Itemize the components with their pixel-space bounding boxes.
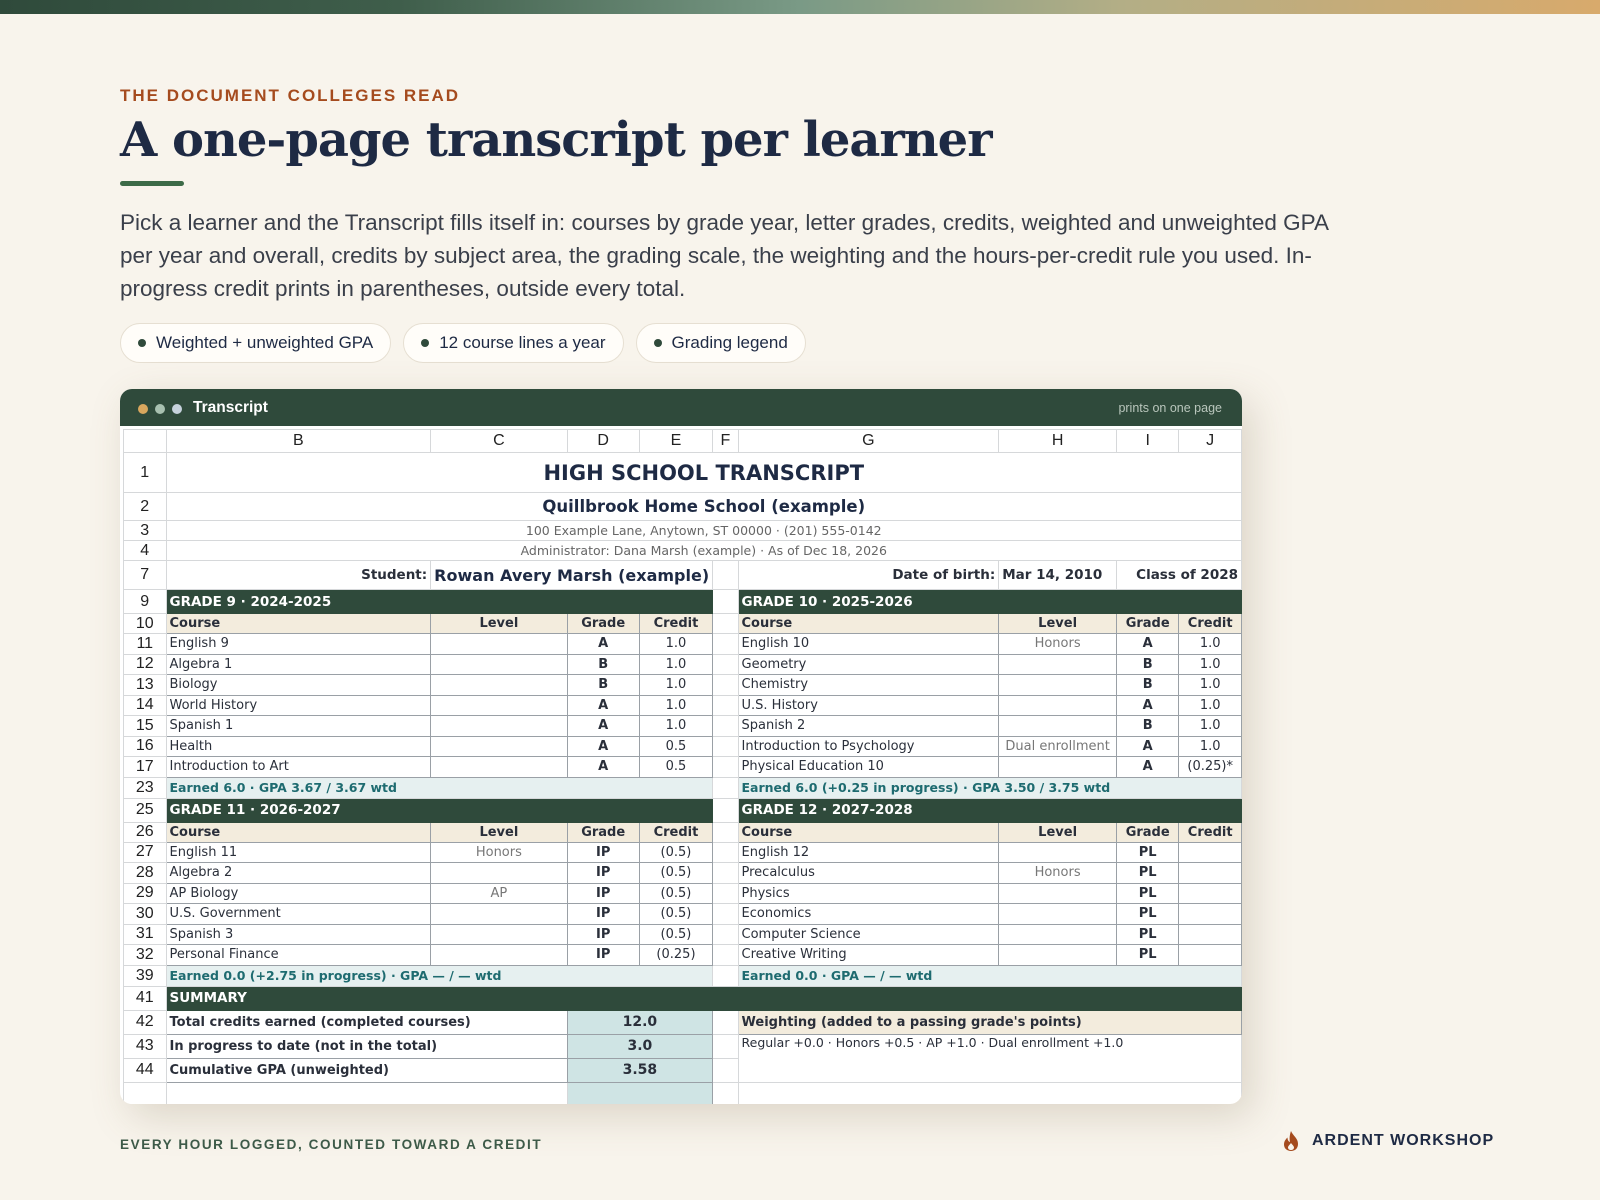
course-name[interactable]: Personal Finance	[166, 945, 431, 966]
empty-cell[interactable]	[738, 1082, 1241, 1104]
empty-cell[interactable]	[713, 945, 738, 966]
course-credit[interactable]	[1179, 904, 1242, 925]
course-credit[interactable]: 1.0	[639, 654, 712, 675]
course-header[interactable]: Course	[738, 822, 999, 842]
course-grade[interactable]: A	[567, 757, 639, 778]
summary-label[interactable]: Cumulative GPA (unweighted)	[166, 1058, 567, 1082]
column-header[interactable]: E	[639, 430, 712, 453]
window-dot-icon[interactable]	[172, 404, 182, 414]
column-header[interactable]: J	[1179, 430, 1242, 453]
course-credit[interactable]: (0.5)	[639, 904, 712, 925]
row-number[interactable]: 7	[124, 561, 167, 590]
course-row	[124, 716, 1242, 737]
course-grade[interactable]: IP	[567, 842, 639, 863]
credit-header[interactable]: Credit	[639, 822, 712, 842]
course-name[interactable]: English 10	[738, 634, 999, 655]
course-grade[interactable]: B	[1117, 654, 1179, 675]
course-grade[interactable]: IP	[567, 924, 639, 945]
title-underline	[120, 181, 184, 186]
row-number[interactable]: 43	[124, 1034, 167, 1058]
course-credit[interactable]: 0.5	[639, 736, 712, 757]
row-number[interactable]: 30	[124, 904, 167, 925]
course-name[interactable]: Spanish 3	[166, 924, 431, 945]
course-name[interactable]: Physical Education 10	[738, 757, 999, 778]
course-credit[interactable]: (0.5)	[639, 924, 712, 945]
transcript-window	[120, 389, 1242, 1104]
student-row	[124, 561, 1242, 590]
course-credit[interactable]: (0.5)	[639, 842, 712, 863]
bullet-dot-icon	[421, 339, 429, 347]
course-name[interactable]: Creative Writing	[738, 945, 999, 966]
empty-cell[interactable]	[713, 1058, 738, 1082]
feature-chip	[120, 323, 391, 363]
course-grade[interactable]: A	[567, 736, 639, 757]
row-number[interactable]: 32	[124, 945, 167, 966]
course-credit[interactable]: 1.0	[639, 675, 712, 696]
dob-label[interactable]: Date of birth:	[738, 561, 999, 590]
course-grade[interactable]: IP	[567, 883, 639, 904]
course-credit[interactable]: 1.0	[1179, 736, 1242, 757]
course-name[interactable]: Spanish 1	[166, 716, 431, 737]
column-header[interactable]: D	[567, 430, 639, 453]
course-credit[interactable]: (0.5)	[639, 883, 712, 904]
course-level[interactable]	[999, 904, 1117, 925]
course-row	[124, 654, 1242, 675]
course-level[interactable]	[431, 924, 567, 945]
level-header[interactable]: Level	[431, 614, 567, 634]
course-grade[interactable]: A	[1117, 736, 1179, 757]
course-level[interactable]	[431, 634, 567, 655]
row-number[interactable]: 10	[124, 614, 167, 634]
course-level[interactable]	[999, 757, 1117, 778]
year-total[interactable]: Earned 0.0 (+2.75 in progress) · GPA — / — wtd	[166, 965, 713, 986]
empty-cell[interactable]	[713, 822, 738, 842]
admin-row	[124, 541, 1242, 561]
course-level[interactable]	[999, 883, 1117, 904]
summary-value[interactable]: 3.58	[567, 1058, 713, 1082]
year-total-row	[124, 965, 1242, 986]
row-number[interactable]: 28	[124, 863, 167, 884]
course-credit[interactable]: 1.0	[1179, 654, 1242, 675]
course-header[interactable]: Course	[166, 822, 431, 842]
course-credit[interactable]: (0.25)*	[1179, 757, 1242, 778]
course-row	[124, 736, 1242, 757]
course-grade[interactable]: A	[567, 695, 639, 716]
course-credit[interactable]: 0.5	[639, 757, 712, 778]
chip-label: Grading legend	[671, 333, 788, 352]
footer-tagline: EVERY HOUR LOGGED, COUNTED TOWARD A CREDIT	[120, 1137, 543, 1152]
empty-cell[interactable]	[713, 904, 738, 925]
empty-cell[interactable]	[713, 736, 738, 757]
course-name[interactable]: Spanish 2	[738, 716, 999, 737]
column-header[interactable]: I	[1117, 430, 1179, 453]
grade-heading-row	[124, 590, 1242, 614]
course-header-row	[124, 822, 1242, 842]
school-name[interactable]: Quillbrook Home School (example)	[166, 493, 1242, 521]
window-title: Transcript	[193, 399, 268, 416]
page-description: Pick a learner and the Transcript fills itself in: courses by grade year, letter grades, credits, weighted and unweighted GPA per year and overall, credits by subject area, the grading scale, the weighting and the hours-per-credit rule you used. In-progress credit prints in parentheses, outside every total.	[120, 210, 1328, 301]
course-level[interactable]	[431, 695, 567, 716]
student-name[interactable]: Rowan Avery Marsh (example)	[431, 561, 713, 590]
summary-row	[124, 1034, 1242, 1058]
empty-cell[interactable]	[713, 757, 738, 778]
empty-cell[interactable]	[713, 1034, 738, 1058]
course-header[interactable]: Course	[166, 614, 431, 634]
course-credit[interactable]: 1.0	[639, 695, 712, 716]
course-row	[124, 924, 1242, 945]
course-row	[124, 945, 1242, 966]
course-credit[interactable]	[1179, 863, 1242, 884]
school-row	[124, 493, 1242, 521]
course-header-row	[124, 614, 1242, 634]
course-grade[interactable]: PL	[1117, 924, 1179, 945]
course-credit[interactable]	[1179, 883, 1242, 904]
empty-cell[interactable]	[166, 1082, 567, 1104]
column-header-row	[124, 430, 1242, 453]
feature-chip	[403, 323, 623, 363]
page-title: A one-page transcript per learner	[120, 112, 992, 168]
empty-cell[interactable]	[713, 654, 738, 675]
course-grade[interactable]: A	[567, 716, 639, 737]
date-of-birth[interactable]: Mar 14, 2010	[999, 561, 1117, 590]
course-grade[interactable]: B	[567, 675, 639, 696]
course-credit[interactable]	[1179, 842, 1242, 863]
window-dot-icon[interactable]	[138, 404, 148, 414]
course-level[interactable]	[431, 654, 567, 675]
summary-label[interactable]: Total credits earned (completed courses)	[166, 1010, 567, 1034]
column-header[interactable]: G	[738, 430, 999, 453]
grade-9-heading[interactable]: GRADE 9 · 2024-2025	[166, 590, 713, 614]
course-level[interactable]	[999, 695, 1117, 716]
spreadsheet-body	[124, 430, 1242, 1105]
credit-header[interactable]: Credit	[1179, 614, 1242, 634]
course-level[interactable]: Honors	[999, 634, 1117, 655]
row-number[interactable]: 15	[124, 716, 167, 737]
chip-label: 12 course lines a year	[439, 333, 606, 352]
course-level[interactable]: Honors	[431, 842, 567, 863]
empty-cell[interactable]	[713, 965, 738, 986]
course-row	[124, 757, 1242, 778]
course-credit[interactable]: 1.0	[1179, 634, 1242, 655]
course-credit[interactable]: 1.0	[1179, 695, 1242, 716]
empty-cell[interactable]	[713, 561, 738, 590]
course-row	[124, 634, 1242, 655]
row-number[interactable]: 42	[124, 1010, 167, 1034]
column-header[interactable]: C	[431, 430, 567, 453]
top-gradient-bar	[0, 0, 1600, 14]
level-header[interactable]: Level	[999, 614, 1117, 634]
course-level[interactable]	[999, 675, 1117, 696]
empty-cell[interactable]	[713, 634, 738, 655]
course-name[interactable]: Algebra 1	[166, 654, 431, 675]
empty-cell[interactable]	[713, 590, 738, 614]
empty-cell[interactable]	[713, 863, 738, 884]
course-grade[interactable]: B	[1117, 716, 1179, 737]
weighting-text[interactable]: Regular +0.0 · Honors +0.5 · AP +1.0 · Dual enrollment +1.0	[738, 1034, 1241, 1082]
title-row	[124, 453, 1242, 493]
course-header[interactable]: Course	[738, 614, 999, 634]
row-number[interactable]: 25	[124, 798, 167, 822]
row-number[interactable]	[124, 1082, 167, 1104]
row-number[interactable]: 4	[124, 541, 167, 561]
course-level[interactable]	[999, 945, 1117, 966]
row-number[interactable]: 2	[124, 493, 167, 521]
summary-heading-row	[124, 986, 1242, 1010]
course-name[interactable]: Physics	[738, 883, 999, 904]
row-number[interactable]: 12	[124, 654, 167, 675]
course-grade[interactable]: PL	[1117, 842, 1179, 863]
year-total[interactable]: Earned 0.0 · GPA — / — wtd	[738, 965, 1241, 986]
row-number[interactable]: 29	[124, 883, 167, 904]
grade-10-heading[interactable]: GRADE 10 · 2025-2026	[738, 590, 1241, 614]
row-number[interactable]: 1	[124, 453, 167, 493]
student-label[interactable]: Student:	[166, 561, 431, 590]
course-grade[interactable]: PL	[1117, 904, 1179, 925]
weighting-title[interactable]: Weighting (added to a passing grade's points)	[738, 1010, 1241, 1034]
course-level[interactable]: Dual enrollment	[999, 736, 1117, 757]
course-grade[interactable]: IP	[567, 904, 639, 925]
summary-heading[interactable]: SUMMARY	[166, 986, 1242, 1010]
course-grade[interactable]: PL	[1117, 945, 1179, 966]
course-grade[interactable]: A	[1117, 695, 1179, 716]
summary-value[interactable]: 12.0	[567, 1010, 713, 1034]
column-header[interactable]: H	[999, 430, 1117, 453]
course-row	[124, 883, 1242, 904]
course-name[interactable]: Chemistry	[738, 675, 999, 696]
course-grade[interactable]: A	[567, 634, 639, 655]
course-name[interactable]: English 9	[166, 634, 431, 655]
course-name[interactable]: Economics	[738, 904, 999, 925]
eyebrow-label: THE DOCUMENT COLLEGES READ	[120, 86, 461, 105]
empty-cell[interactable]	[713, 1082, 738, 1104]
course-name[interactable]: Computer Science	[738, 924, 999, 945]
credit-header[interactable]: Credit	[639, 614, 712, 634]
empty-cell[interactable]	[713, 695, 738, 716]
course-level[interactable]	[999, 924, 1117, 945]
course-level[interactable]	[431, 736, 567, 757]
empty-cell[interactable]	[713, 842, 738, 863]
empty-cell[interactable]	[713, 798, 738, 822]
course-name[interactable]: Biology	[166, 675, 431, 696]
row-number[interactable]: 27	[124, 842, 167, 863]
course-name[interactable]: U.S. History	[738, 695, 999, 716]
empty-cell[interactable]	[713, 614, 738, 634]
year-total[interactable]: Earned 6.0 · GPA 3.67 / 3.67 wtd	[166, 777, 713, 798]
course-level[interactable]	[431, 863, 567, 884]
course-credit[interactable]: 1.0	[639, 716, 712, 737]
empty-cell[interactable]	[713, 777, 738, 798]
level-header[interactable]: Level	[999, 822, 1117, 842]
course-grade[interactable]: IP	[567, 863, 639, 884]
row-number[interactable]: 44	[124, 1058, 167, 1082]
course-level[interactable]	[999, 716, 1117, 737]
row-number[interactable]: 3	[124, 521, 167, 541]
transcript-title[interactable]: HIGH SCHOOL TRANSCRIPT	[166, 453, 1242, 493]
course-row	[124, 904, 1242, 925]
empty-cell[interactable]	[713, 924, 738, 945]
grade-header[interactable]: Grade	[567, 822, 639, 842]
chip-label: Weighted + unweighted GPA	[156, 333, 374, 352]
row-number[interactable]: 41	[124, 986, 167, 1010]
row-number[interactable]: 23	[124, 777, 167, 798]
row-number[interactable]: 26	[124, 822, 167, 842]
row-number[interactable]: 39	[124, 965, 167, 986]
course-level[interactable]	[431, 675, 567, 696]
course-name[interactable]: English 11	[166, 842, 431, 863]
feature-chips	[120, 323, 806, 363]
year-total[interactable]: Earned 6.0 (+0.25 in progress) · GPA 3.50 / 3.75 wtd	[738, 777, 1241, 798]
course-grade[interactable]: A	[1117, 757, 1179, 778]
course-credit[interactable]: 1.0	[1179, 716, 1242, 737]
administrator-info[interactable]: Administrator: Dana Marsh (example) · As of Dec 18, 2026	[166, 541, 1242, 561]
course-row	[124, 675, 1242, 696]
class-of[interactable]: Class of 2028	[1117, 561, 1242, 590]
empty-cell[interactable]	[713, 883, 738, 904]
row-number[interactable]: 16	[124, 736, 167, 757]
course-name[interactable]: Geometry	[738, 654, 999, 675]
course-row	[124, 842, 1242, 863]
course-level[interactable]	[431, 945, 567, 966]
course-name[interactable]: World History	[166, 695, 431, 716]
row-number[interactable]: 31	[124, 924, 167, 945]
print-note: prints on one page	[1118, 401, 1222, 415]
summary-value[interactable]: 3.0	[567, 1034, 713, 1058]
course-row	[124, 695, 1242, 716]
grade-heading-row	[124, 798, 1242, 822]
course-level[interactable]	[431, 716, 567, 737]
corner-cell[interactable]	[124, 430, 167, 453]
summary-row	[124, 1010, 1242, 1034]
flame-icon	[1282, 1130, 1300, 1152]
course-grade[interactable]: PL	[1117, 863, 1179, 884]
grade-11-heading[interactable]: GRADE 11 · 2026-2027	[166, 798, 713, 822]
course-grade[interactable]: A	[1117, 634, 1179, 655]
course-level[interactable]: AP	[431, 883, 567, 904]
bullet-dot-icon	[654, 339, 662, 347]
course-grade[interactable]: B	[1117, 675, 1179, 696]
course-level[interactable]	[431, 757, 567, 778]
course-credit[interactable]: (0.5)	[639, 863, 712, 884]
row-number[interactable]: 9	[124, 590, 167, 614]
window-titlebar	[120, 389, 1242, 426]
course-credit[interactable]	[1179, 945, 1242, 966]
footer-brand	[1282, 1130, 1494, 1152]
brand-name: ARDENT WORKSHOP	[1312, 1132, 1495, 1149]
grade-header[interactable]: Grade	[567, 614, 639, 634]
grade-12-heading[interactable]: GRADE 12 · 2027-2028	[738, 798, 1241, 822]
course-name[interactable]: AP Biology	[166, 883, 431, 904]
summary-label[interactable]: In progress to date (not in the total)	[166, 1034, 567, 1058]
column-header[interactable]: F	[713, 430, 738, 453]
level-header[interactable]: Level	[431, 822, 567, 842]
row-number[interactable]: 14	[124, 695, 167, 716]
course-grade[interactable]: IP	[567, 945, 639, 966]
course-name[interactable]: Introduction to Art	[166, 757, 431, 778]
bullet-dot-icon	[138, 339, 146, 347]
course-credit[interactable]	[1179, 924, 1242, 945]
course-level[interactable]	[999, 842, 1117, 863]
course-level[interactable]	[999, 654, 1117, 675]
row-number[interactable]: 11	[124, 634, 167, 655]
empty-cell[interactable]	[713, 675, 738, 696]
course-credit[interactable]: 1.0	[639, 634, 712, 655]
transcript-spreadsheet	[123, 429, 1242, 1104]
year-total-row	[124, 777, 1242, 798]
address-row	[124, 521, 1242, 541]
summary-row	[124, 1082, 1242, 1104]
column-header[interactable]: B	[166, 430, 431, 453]
course-name[interactable]: Algebra 2	[166, 863, 431, 884]
course-name[interactable]: Health	[166, 736, 431, 757]
row-number[interactable]: 13	[124, 675, 167, 696]
course-name[interactable]: English 12	[738, 842, 999, 863]
empty-cell[interactable]	[713, 1010, 738, 1034]
course-name[interactable]: Precalculus	[738, 863, 999, 884]
course-level[interactable]: Honors	[999, 863, 1117, 884]
school-address[interactable]: 100 Example Lane, Anytown, ST 00000 · (201) 555-0142	[166, 521, 1242, 541]
course-credit[interactable]: 1.0	[1179, 675, 1242, 696]
empty-cell[interactable]	[713, 716, 738, 737]
row-number[interactable]: 17	[124, 757, 167, 778]
grade-header[interactable]: Grade	[1117, 614, 1179, 634]
credit-header[interactable]: Credit	[1179, 822, 1242, 842]
course-name[interactable]: U.S. Government	[166, 904, 431, 925]
course-level[interactable]	[431, 904, 567, 925]
course-row	[124, 863, 1242, 884]
course-credit[interactable]: (0.25)	[639, 945, 712, 966]
summary-value[interactable]	[567, 1082, 713, 1104]
course-grade[interactable]: B	[567, 654, 639, 675]
course-name[interactable]: Introduction to Psychology	[738, 736, 999, 757]
course-grade[interactable]: PL	[1117, 883, 1179, 904]
feature-chip	[636, 323, 806, 363]
grade-header[interactable]: Grade	[1117, 822, 1179, 842]
window-dot-icon[interactable]	[155, 404, 165, 414]
